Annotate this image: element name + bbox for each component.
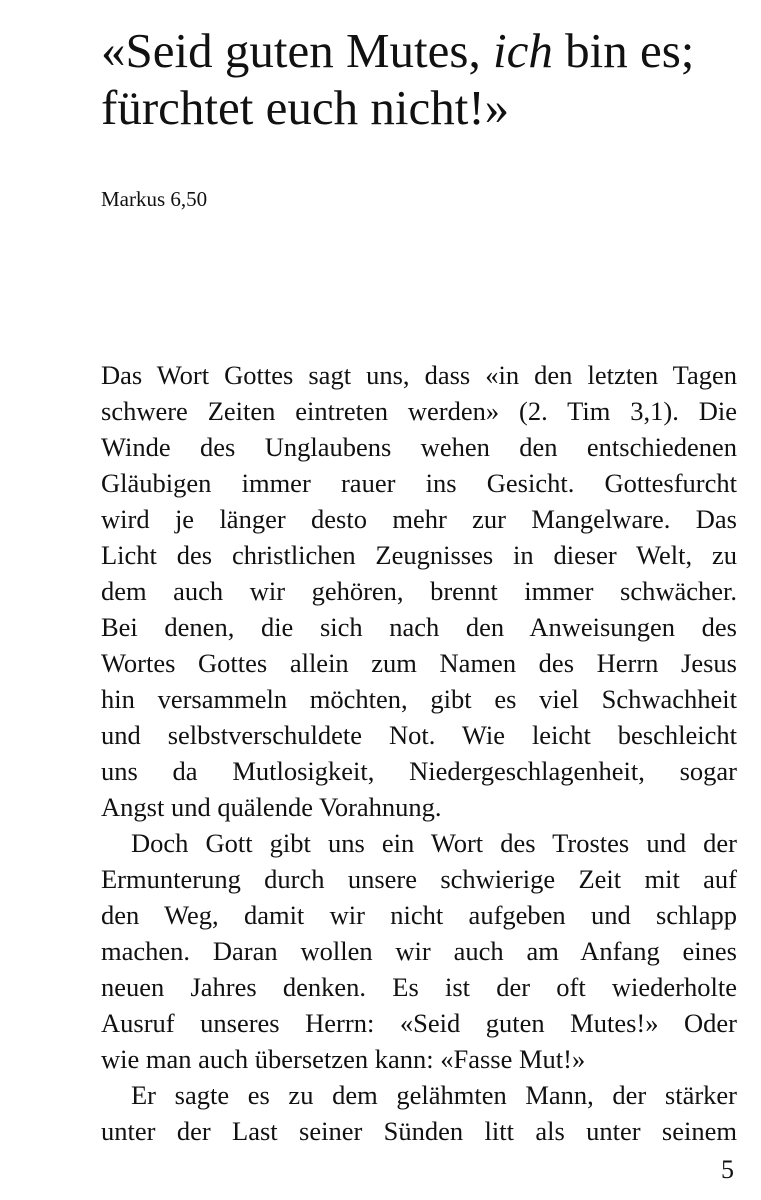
- text-line: Winde des Unglaubens wehen den entschiedenen: [101, 432, 737, 462]
- text-line: Wortes Gottes allein zum Namen des Herrn Jesus: [101, 648, 737, 678]
- text-line: hin versammeln möchten, gibt es viel Schwachheit: [101, 684, 737, 714]
- text-line: Das Wort Gottes sagt uns, dass «in den letzten Tagen: [101, 360, 737, 390]
- text-line: uns da Mutlosigkeit, Niedergeschlagenheit, sogar: [101, 756, 737, 786]
- text-line: wird je länger desto mehr zur Mangelware. Das: [101, 504, 737, 534]
- title-emphasis: ich: [492, 23, 553, 78]
- text-line: den Weg, damit wir nicht aufgeben und schlapp: [101, 900, 737, 930]
- text-line: neuen Jahres denken. Es ist der oft wiederholte: [101, 972, 737, 1002]
- text-line: schwere Zeiten eintreten werden» (2. Tim 3,1). Die: [101, 396, 737, 426]
- text-line: wie man auch übersetzen kann: «Fasse Mut!»: [101, 1044, 586, 1074]
- paragraph-2: [101, 825, 737, 1077]
- text-line: Er sagte es zu dem gelähmten Mann, der stärker: [131, 1080, 737, 1110]
- text-line: Doch Gott gibt uns ein Wort des Trostes und der: [131, 828, 737, 858]
- text-line: Bei denen, die sich nach den Anweisungen des: [101, 612, 737, 642]
- text-line: Angst und quälende Vorahnung.: [101, 792, 442, 822]
- text-line: Gläubigen immer rauer ins Gesicht. Gottesfurcht: [101, 468, 737, 498]
- page-number: 5: [721, 1155, 734, 1184]
- title-line-1: «Seid guten Mutes, ich bin es;: [101, 23, 695, 78]
- text-line: machen. Daran wollen wir auch am Anfang eines: [101, 936, 737, 966]
- title-line-2: fürchtet euch nicht!»: [101, 80, 510, 135]
- text-line: dem auch wir gehören, brennt immer schwächer.: [101, 576, 737, 606]
- paragraph-3: [101, 1077, 737, 1149]
- text-line: unter der Last seiner Sünden litt als unter seinem: [101, 1116, 737, 1146]
- text-line: Licht des christlichen Zeugnisses in dieser Welt, zu: [101, 540, 737, 570]
- body-text: [101, 357, 737, 1149]
- text-line: Ausruf unseres Herrn: «Seid guten Mutes!» Oder: [101, 1008, 737, 1038]
- text-line: Ermunterung durch unsere schwierige Zeit mit auf: [101, 864, 737, 894]
- devotional-title: [101, 22, 741, 136]
- text-line: und selbstverschuldete Not. Wie leicht beschleicht: [101, 720, 737, 750]
- bible-reference: Markus 6,50: [101, 187, 208, 211]
- paragraph-1: [101, 357, 737, 825]
